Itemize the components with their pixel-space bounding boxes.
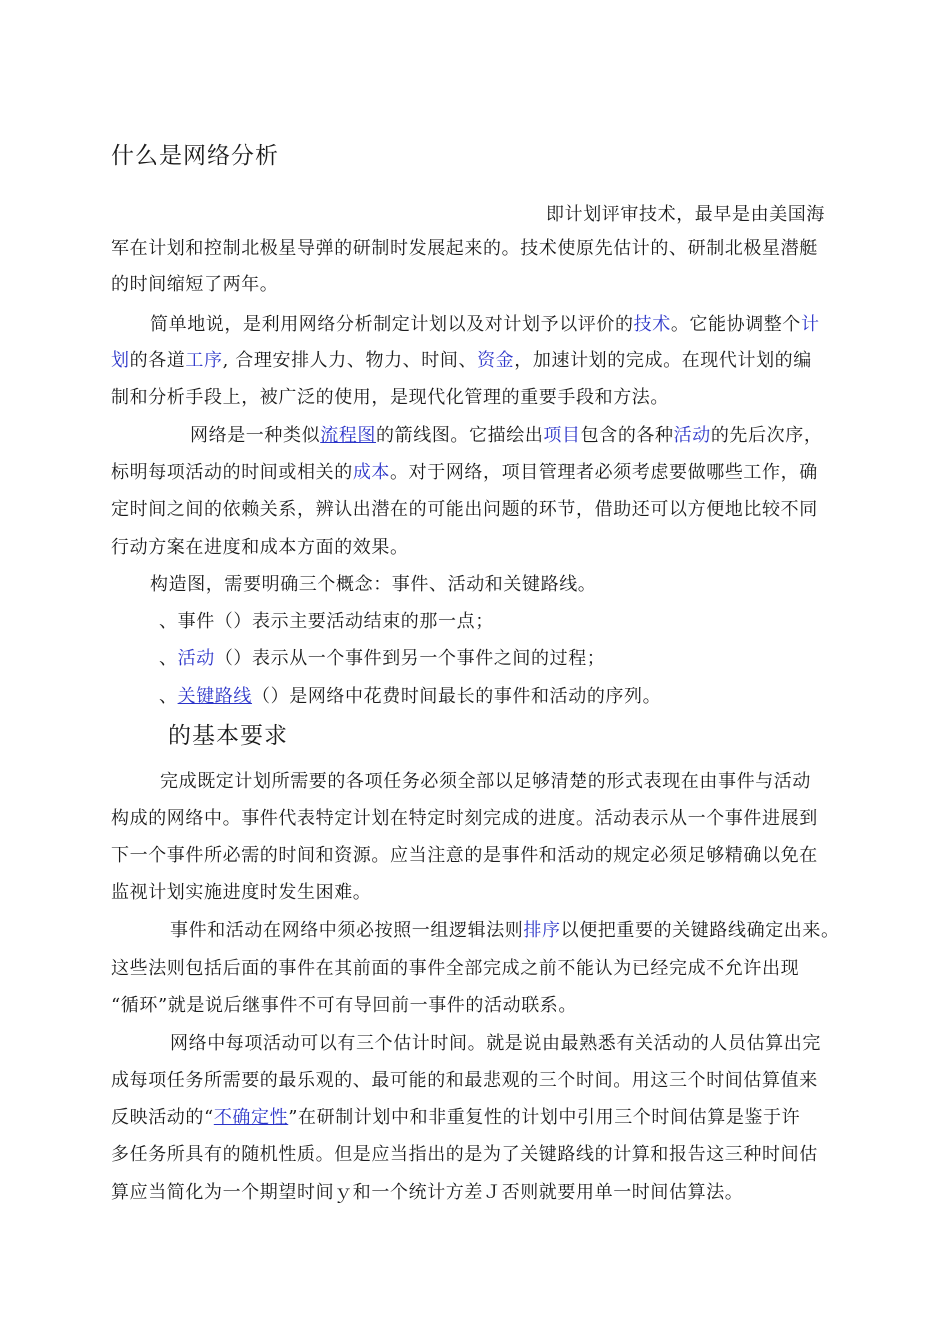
text-segment: , 合理安排人力、物力、时间、 (222, 350, 478, 371)
text-line-p7a (170, 1031, 821, 1057)
text-segment: 多任务所具有的随机性质。但是应当指出的是为了关键路线的计算和报告这三种时间估 (111, 1144, 818, 1165)
hyperlink[interactable]: 排序 (523, 920, 561, 941)
text-segment: 的先后次序， (710, 425, 823, 446)
hyperlink[interactable]: 不确定性 (213, 1107, 289, 1128)
text-segment: 。它能协调整个 (670, 314, 802, 335)
text-line-p7c (111, 1105, 800, 1131)
text-segment: 成每项任务所需要的最乐观的、最可能的和最悲观的三个时间。用这三个时间估算值来 (111, 1070, 818, 1091)
text-line-p2b (111, 348, 812, 374)
hyperlink[interactable]: 工序 (185, 350, 223, 371)
hyperlink[interactable]: 关键路线 (177, 686, 253, 707)
text-segment: 的时间缩短了两年。 (111, 274, 279, 295)
text-line-b1 (159, 609, 494, 635)
text-segment: 制和分析手段上，被广泛的使用，是现代化管理的重要手段和方法。 (111, 387, 669, 408)
text-line-p3b (111, 460, 818, 486)
hyperlink[interactable]: 流程图 (320, 425, 377, 446)
hyperlink[interactable]: 划 (111, 350, 130, 371)
text-segment: 简单地说，是利用网络分析制定计划以及对计划予以评价的 (150, 314, 634, 335)
text-segment: 下一个事件所必需的时间和资源。应当注意的是事件和活动的规定必须足够精确以免在 (111, 845, 818, 866)
text-line-p6c (111, 993, 577, 1019)
text-line-p1c (111, 272, 278, 298)
text-line-p5d (111, 880, 371, 906)
text-line-p3c (111, 497, 818, 523)
text-line-b2 (159, 646, 605, 672)
text-segment: 这些法则包括后面的事件在其前面的事件全部完成之前不能认为已经完成不允许出现 (111, 958, 800, 979)
hyperlink[interactable]: 资金 (477, 350, 515, 371)
text-line-p1b (111, 236, 818, 262)
text-segment: 、事件（）表示主要活动结束的那一点； (159, 611, 494, 632)
hyperlink[interactable]: 技术 (633, 314, 671, 335)
text-line-p6b (111, 956, 799, 982)
section-heading-network-analysis: 什么是网络分析 (111, 143, 279, 169)
text-segment: 、 (159, 648, 178, 669)
text-segment: 的箭线图。它描绘出 (376, 425, 544, 446)
text-line-b3 (159, 684, 661, 710)
text-segment: 包含的各种 (580, 425, 674, 446)
text-segment: 网络是一种类似 (190, 425, 321, 446)
text-segment: （）表示从一个事件到另一个事件之间的过程； (214, 648, 606, 669)
text-segment: 即计划评审技术，最早是由美国海 (546, 204, 825, 225)
text-segment: ，加速计划的完成。在现代计划的编 (514, 350, 812, 371)
text-segment: 构造图，需要明确三个概念：事件、活动和关键路线。 (150, 574, 597, 595)
text-line-p4 (150, 572, 596, 598)
text-line-p7d (111, 1142, 818, 1168)
text-line-p7e (111, 1180, 743, 1206)
text-segment: ”在研制计划中和非重复性的计划中引用三个时间估算是鉴于许 (288, 1107, 801, 1128)
text-segment: 监视计划实施进度时发生困难。 (111, 882, 372, 903)
text-line-p3d (111, 535, 409, 561)
hyperlink[interactable]: 计 (801, 314, 820, 335)
text-segment: 军在计划和控制北极星导弹的研制时发展起来的。技术使原先估计的、研制北极星潜艇 (111, 238, 818, 259)
text-segment: 以便把重要的关键路线确定出来。 (560, 920, 840, 941)
text-line-p3a (190, 423, 822, 449)
text-line-p1a (546, 202, 825, 228)
text-segment: 网络中每项活动可以有三个估计时间。就是说由最熟悉有关活动的人员估算出完 (170, 1033, 821, 1054)
text-line-p5b (111, 806, 818, 832)
text-segment: 。对于网络，项目管理者必须考虑要做哪些工作，确 (390, 462, 818, 483)
text-line-p5a (160, 769, 811, 795)
text-segment: 事件和活动在网络中须必按照一组逻辑法则 (170, 920, 524, 941)
text-segment: （）是网络中花费时间最长的事件和活动的序列。 (252, 686, 662, 707)
text-line-p6a (170, 918, 840, 944)
text-line-p2a (150, 312, 820, 338)
text-line-p7b (111, 1068, 818, 1094)
text-segment: 算应当简化为一个期望时间ｙ和一个统计方差Ｊ否则就要用单一时间估算法。 (111, 1182, 744, 1203)
text-segment: “循环”就是说后继事件不可有导回前一事件的活动联系。 (111, 995, 578, 1016)
hyperlink[interactable]: 成本 (352, 462, 391, 483)
text-segment: 行动方案在进度和成本方面的效果。 (111, 537, 409, 558)
text-segment: 的各道 (129, 350, 186, 371)
section-heading-basic-requirements: 的基本要求 (168, 723, 288, 749)
text-line-p2c (111, 385, 669, 411)
hyperlink[interactable]: 项目 (543, 425, 581, 446)
text-segment: 反映活动的“ (111, 1107, 214, 1128)
text-segment: 标明每项活动的时间或相关的 (111, 462, 353, 483)
text-segment: 定时间之间的依赖关系，辨认出潜在的可能出问题的环节，借助还可以方便地比较不同 (111, 499, 818, 520)
text-segment: 、 (159, 686, 178, 707)
text-segment: 完成既定计划所需要的各项任务必须全部以足够清楚的形式表现在由事件与活动 (160, 771, 811, 792)
text-segment: 构成的网络中。事件代表特定计划在特定时刻完成的进度。活动表示从一个事件进展到 (111, 808, 818, 829)
hyperlink[interactable]: 活动 (177, 648, 215, 669)
text-line-p5c (111, 843, 818, 869)
hyperlink[interactable]: 活动 (673, 425, 711, 446)
